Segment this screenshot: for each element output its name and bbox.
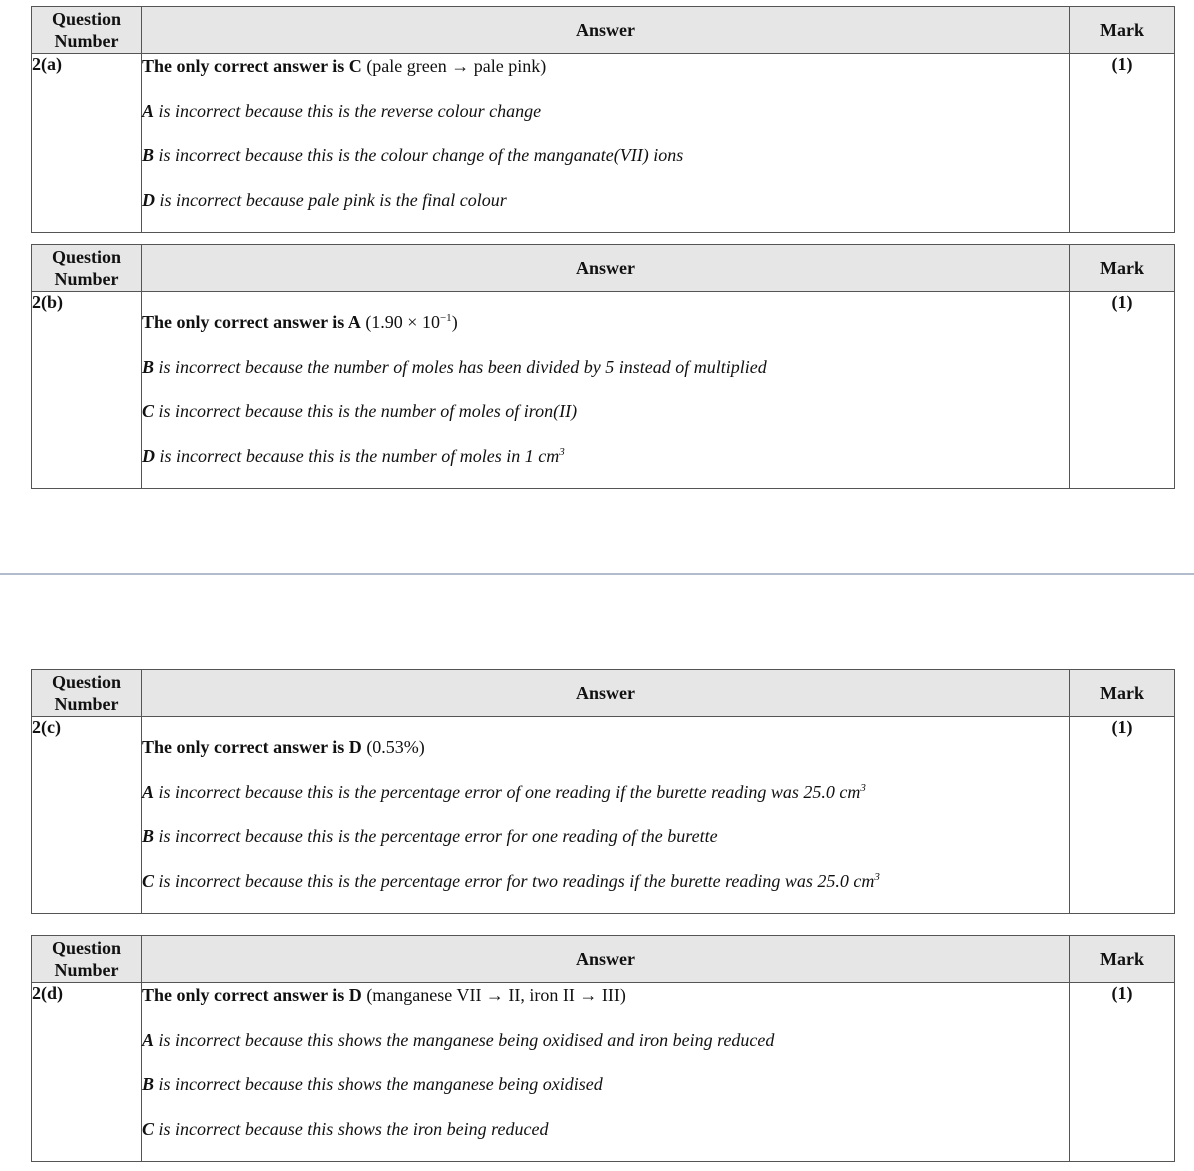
answer-cell (142, 54, 1070, 233)
answer-cell (142, 292, 1070, 489)
distractor-text: is incorrect because this is the colour change of the manganate(VII) ions (158, 145, 684, 165)
mark-scheme-table-2b (31, 244, 1175, 489)
distractor-line: A is incorrect because this is the percentage error of one reading if the burette reading was 25.0 $cm^3$ (142, 781, 866, 802)
mark-value: (1) (1070, 54, 1175, 233)
distractor-letter: C (142, 1118, 155, 1139)
header-answer: Answer (142, 245, 1070, 292)
distractor-text: is incorrect because this is the reverse colour change (158, 100, 542, 121)
header-question-number: Question Number (32, 245, 142, 292)
answer-cell (142, 717, 1070, 914)
distractor-text: is incorrect because pale pink is the final colour (159, 189, 507, 210)
mark-value: (1) (1070, 292, 1175, 489)
header-mark: Mark (1070, 245, 1175, 292)
mark-value: (1) (1070, 983, 1175, 1162)
distractor-text: is incorrect because this shows the iron being reduced (158, 1118, 549, 1139)
distractor-letter: B (142, 826, 155, 846)
question-number: 2(b) (32, 292, 142, 489)
page-break-divider (0, 573, 1194, 575)
correct-answer-line (142, 983, 1069, 1028)
question-number: 2(c) (32, 717, 142, 914)
distractor-line (142, 99, 1069, 144)
mark-value: (1) (1070, 717, 1175, 914)
correct-answer-lead: The only correct answer is C (142, 56, 362, 76)
distractor-line: C is incorrect because this is the percentage error for two readings if the burette reading was 25.0 $cm^3$ (142, 870, 880, 891)
correct-answer-detail: (manganese VII → II, iron II → III) (366, 985, 626, 1005)
distractor-text: is incorrect because this is the percentage error of one reading if the burette reading was 25.0 cm (158, 781, 861, 802)
header-mark: Mark (1070, 670, 1175, 717)
distractor-letter: B (142, 356, 155, 377)
distractor-text: is incorrect because this is the percentage error for one reading of the burette (158, 826, 718, 846)
header-question-number: Question Number (32, 670, 142, 717)
mark-scheme-table-2c (31, 669, 1175, 914)
distractor-text: is incorrect because this is the number of moles in 1 cm (159, 445, 560, 466)
mark-scheme-table-2d (31, 935, 1175, 1162)
distractor-line (142, 188, 1069, 233)
header-mark: Mark (1070, 7, 1175, 54)
correct-answer-detail: (pale green → pale pink) (366, 56, 547, 76)
distractor-line (142, 1117, 1069, 1162)
distractor-line (142, 355, 1069, 400)
distractor-letter: A (142, 100, 155, 121)
header-question-number: Question Number (32, 936, 142, 983)
question-number: 2(d) (32, 983, 142, 1162)
header-answer: Answer (142, 936, 1070, 983)
distractor-letter: A (142, 781, 155, 802)
distractor-line: D is incorrect because this is the number of moles in 1 $cm^3$ (142, 445, 565, 466)
distractor-text: is incorrect because this is the number of moles of iron(II) (158, 401, 578, 421)
correct-answer-lead: The only correct answer is D (142, 985, 362, 1005)
distractor-letter: C (142, 401, 155, 421)
header-answer: Answer (142, 7, 1070, 54)
header-mark: Mark (1070, 936, 1175, 983)
answer-cell (142, 983, 1070, 1162)
distractor-text: is incorrect because this shows the manganese being oxidised and iron being reduced (158, 1029, 775, 1050)
distractor-text: is incorrect because this is the percentage error for two readings if the burette reading was 25.0 cm (158, 870, 875, 891)
correct-answer-detail: $(1.90 \times 10^{-1})$ (365, 312, 458, 332)
distractor-letter: B (142, 1074, 155, 1094)
distractor-text: is incorrect because this shows the manganese being oxidised (158, 1074, 603, 1094)
correct-answer-line (142, 735, 1069, 780)
header-answer: Answer (142, 670, 1070, 717)
distractor-text: is incorrect because the number of moles has been divided by 5 instead of multiplied (158, 356, 767, 377)
distractor-line (142, 399, 1069, 444)
distractor-line (142, 143, 1069, 188)
distractor-line (142, 824, 1069, 869)
distractor-letter: C (142, 870, 155, 891)
header-question-number: Question Number (32, 7, 142, 54)
distractor-letter: D (142, 189, 155, 210)
question-number: 2(a) (32, 54, 142, 233)
distractor-letter: D (142, 445, 155, 466)
distractor-line (142, 1028, 1069, 1073)
correct-answer-line (142, 310, 1069, 355)
correct-answer-lead: The only correct answer is D (142, 737, 362, 757)
distractor-letter: A (142, 1029, 155, 1050)
correct-answer-line (142, 54, 1069, 99)
correct-answer-detail: (0.53%) (366, 737, 425, 757)
correct-answer-lead: The only correct answer is A (142, 312, 361, 332)
distractor-line (142, 1072, 1069, 1117)
distractor-letter: B (142, 145, 155, 165)
mark-scheme-table-2a (31, 6, 1175, 233)
